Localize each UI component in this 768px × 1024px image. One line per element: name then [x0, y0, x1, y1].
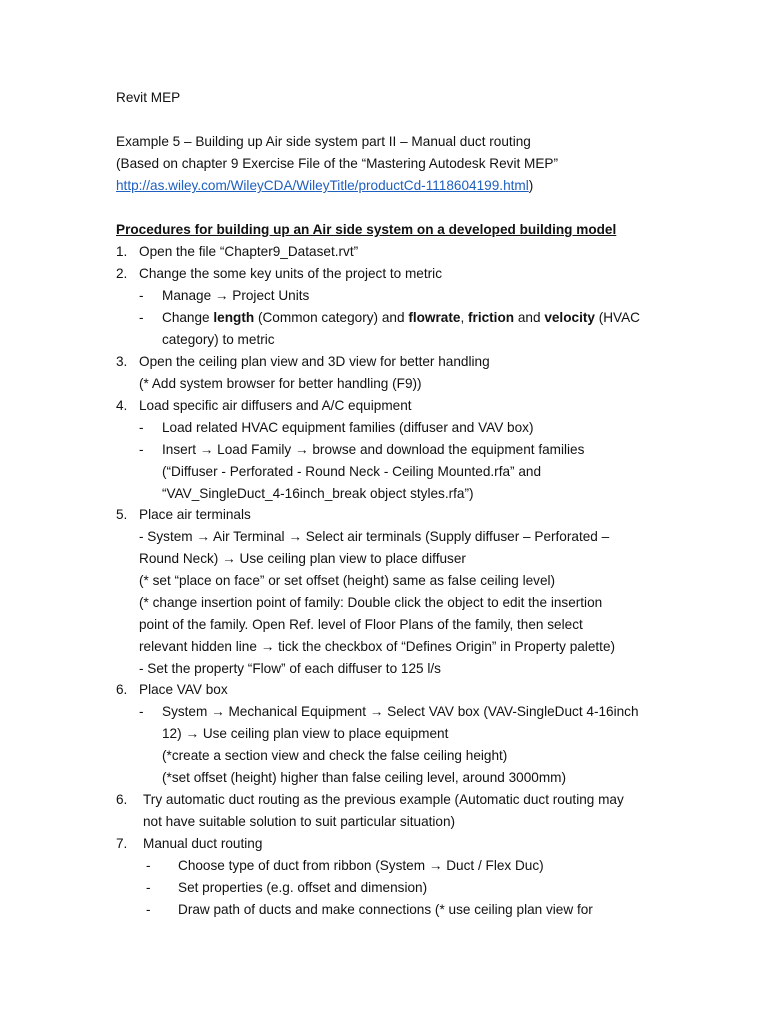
wiley-link[interactable]: http://as.wiley.com/WileyCDA/WileyTitle/productCd-1118604199.html: [116, 178, 529, 193]
link-close-paren: ): [528, 178, 534, 193]
step-5-line-3: (* set “place on face” or set offset (height) same as false ceiling level): [139, 573, 556, 588]
step-6-sub-1-l4: (*set offset (height) higher than false ceiling level, around 3000mm): [162, 770, 567, 785]
step-number: 2.: [116, 266, 128, 281]
procedures-heading: Procedures for building up an Air side system on a developed building model: [116, 222, 617, 237]
arrow-icon: →: [294, 442, 309, 457]
reference-line: [116, 177, 533, 195]
step-4-sub-2-l2: (“Diffuser - Perforated - Round Neck - Ceiling Mounted.rfa” and: [162, 464, 542, 479]
step-number: 6.: [116, 792, 128, 807]
arrow-icon: →: [196, 529, 210, 544]
step-2-sub-1: Manage → Project Units: [162, 288, 310, 303]
step-6-sub-1-l3: (*create a section view and check the false ceiling height): [162, 748, 508, 763]
step-7-sub-1: Choose type of duct from ribbon (System → Duct / Flex Duc): [178, 858, 544, 873]
step-6b-text: Try automatic duct routing as the previous example (Automatic duct routing may: [143, 792, 624, 807]
arrow-icon: →: [185, 726, 200, 741]
step-7-sub-3: Draw path of ducts and make connections (* use ceiling plan view for: [178, 902, 593, 917]
step-5-text: Place air terminals: [139, 507, 251, 522]
arrow-icon: →: [222, 551, 236, 566]
arrow-icon: →: [428, 858, 443, 873]
step-3-text: Open the ceiling plan view and 3D view for better handling: [139, 354, 490, 369]
step-2-sub-2: Change length (Common category) and flowrate, friction and velocity (HVAC: [162, 310, 640, 325]
step-4-sub-2: Insert → Load Family → browse and download the equipment families: [162, 442, 585, 457]
step-5-line-7: - Set the property “Flow” of each diffuser to 125 l/s: [139, 661, 441, 676]
step-2-sub-2-cont: category) to metric: [162, 332, 275, 347]
step-4-text: Load specific air diffusers and A/C equipment: [139, 398, 412, 413]
bullet-dash: -: [146, 858, 151, 873]
step-number: 3.: [116, 354, 128, 369]
bullet-dash: -: [139, 310, 144, 325]
doc-title: Revit MEP: [116, 90, 181, 105]
step-1-text: Open the file “Chapter9_Dataset.rvt”: [139, 244, 359, 259]
step-3-note: (* Add system browser for better handling (F9)): [139, 376, 422, 391]
based-on-text: (Based on chapter 9 Exercise File of the “Mastering Autodesk Revit MEP”: [116, 156, 558, 171]
step-4-sub-1: Load related HVAC equipment families (diffuser and VAV box): [162, 420, 534, 435]
step-2-text: Change the some key units of the project to metric: [139, 266, 442, 281]
step-6-sub-1-l2: 12) → Use ceiling plan view to place equipment: [162, 726, 449, 741]
step-5-line-5: point of the family. Open Ref. level of Floor Plans of the family, then select: [139, 617, 583, 632]
step-4-sub-2-l3: “VAV_SingleDuct_4-16inch_break object styles.rfa”): [162, 486, 474, 501]
bullet-dash: -: [139, 420, 144, 435]
step-6b-cont: not have suitable solution to suit particular situation): [143, 814, 456, 829]
step-5-line-4: (* change insertion point of family: Double click the object to edit the insertion: [139, 595, 603, 610]
bullet-dash: -: [139, 704, 144, 719]
step-number: 5.: [116, 507, 128, 522]
arrow-icon: →: [211, 704, 225, 719]
step-number: 7.: [116, 836, 128, 851]
bullet-dash: -: [139, 442, 144, 457]
step-5-line-2: Round Neck) → Use ceiling plan view to place diffuser: [139, 551, 466, 566]
arrow-icon: →: [214, 288, 229, 303]
step-number: 4.: [116, 398, 128, 413]
step-7-text: Manual duct routing: [143, 836, 263, 851]
bullet-dash: -: [146, 902, 151, 917]
arrow-icon: →: [369, 704, 384, 719]
arrow-icon: →: [199, 442, 214, 457]
arrow-icon: →: [260, 639, 275, 654]
step-5-line-6: relevant hidden line → tick the checkbox of “Defines Origin” in Property palette): [139, 639, 616, 654]
arrow-icon: →: [288, 529, 302, 544]
bullet-dash: -: [146, 880, 151, 895]
step-number: 6.: [116, 682, 128, 697]
step-number: 1.: [116, 244, 128, 259]
bullet-dash: -: [139, 288, 144, 303]
step-7-sub-2: Set properties (e.g. offset and dimension): [178, 880, 428, 895]
step-5-line-1: - System → Air Terminal → Select air terminals (Supply diffuser – Perforated –: [139, 529, 610, 544]
step-6-sub-1: System → Mechanical Equipment → Select VAV box (VAV-SingleDuct 4-16inch: [162, 704, 639, 719]
example-title: Example 5 – Building up Air side system part II – Manual duct routing: [116, 134, 531, 149]
step-6-text: Place VAV box: [139, 682, 228, 697]
